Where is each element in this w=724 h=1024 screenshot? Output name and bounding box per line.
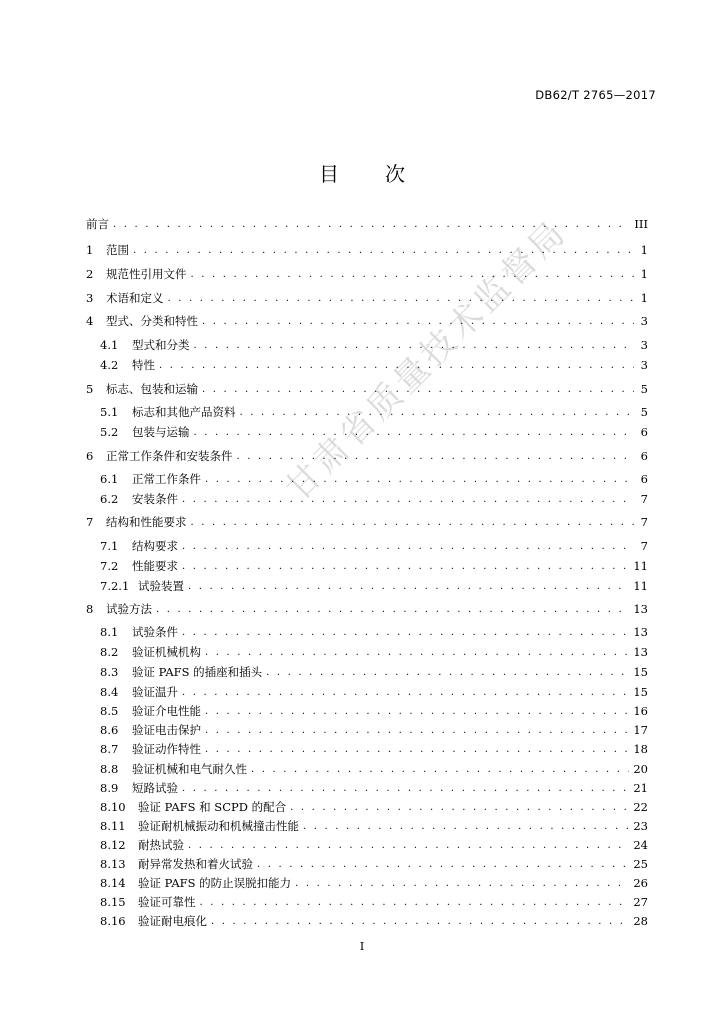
toc-entry-label: 试验条件 [132, 625, 178, 639]
toc-entry-number: 4.2 [100, 358, 119, 372]
toc-entry-number: 7.1 [100, 539, 119, 553]
toc-entry-number: 8.4 [100, 685, 119, 699]
toc-entry-label: 安装条件 [132, 492, 178, 506]
toc-entry-page: 7 [640, 539, 648, 553]
toc-entry[interactable] [100, 856, 648, 872]
toc-entry-page: 16 [633, 704, 648, 718]
toc-entry[interactable] [100, 491, 648, 507]
toc-leader-dots [205, 473, 634, 487]
toc-entry-page: 21 [633, 781, 648, 795]
toc-entry[interactable] [100, 424, 648, 440]
toc-entry-label: 验证 PAFS 的防止误脱扣能力 [138, 876, 292, 890]
toc-entry[interactable] [86, 313, 648, 329]
toc-entry-page: 6 [640, 425, 648, 439]
toc-entry-label: 验证机械机构 [132, 645, 201, 659]
toc-entry-number: 5.1 [100, 405, 119, 419]
toc-entry-number: 8.14 [100, 876, 126, 890]
toc-entry[interactable] [100, 837, 648, 853]
toc-entry[interactable] [100, 578, 648, 594]
toc-entry-number: 8.1 [100, 625, 119, 639]
toc-leader-dots [159, 359, 634, 373]
toc-leader-dots [113, 218, 630, 232]
toc-entry-label: 验证 PAFS 的插座和插头 [132, 665, 263, 679]
toc-entry-number: 8.8 [100, 762, 119, 776]
toc-title [0, 158, 724, 187]
toc-entry-number: 3 [86, 291, 94, 305]
toc-entry-number: 8.13 [100, 857, 126, 871]
toc-entry-label: 短路试验 [132, 781, 178, 795]
toc-entry-number: 4 [86, 314, 94, 328]
toc-entry-page: 1 [640, 291, 648, 305]
toc-title-part2: 次 [385, 162, 405, 186]
toc-entry-label: 结构要求 [132, 539, 178, 553]
watermark: 甘肃省质量技术监督局 [278, 211, 576, 509]
toc-leader-dots [194, 339, 635, 353]
toc-entry-number: 1 [86, 243, 94, 257]
toc-entry[interactable] [100, 761, 648, 777]
document-code: DB62/T 2765—2017 [535, 88, 656, 102]
toc-entry-number: 7.2.1 [100, 579, 130, 593]
toc-entry[interactable] [100, 664, 648, 680]
toc-entry-number: 8.6 [100, 723, 119, 737]
toc-leader-dots [290, 801, 629, 815]
toc-entry[interactable] [100, 404, 648, 420]
toc-leader-dots [202, 315, 634, 329]
toc-leader-dots [266, 666, 629, 680]
toc-entry[interactable] [100, 703, 648, 719]
toc-entry[interactable] [86, 290, 648, 306]
toc-entry-page: 11 [633, 579, 648, 593]
toc-entry-label: 规范性引用文件 [106, 267, 187, 281]
toc-entry[interactable] [100, 722, 648, 738]
toc-entry[interactable] [86, 601, 648, 617]
toc-entry-page: 11 [633, 559, 648, 573]
toc-leader-dots [182, 686, 629, 700]
toc-entry-number: 5.2 [100, 425, 119, 439]
toc-leader-dots [182, 540, 634, 554]
toc-entry-number: 8 [86, 602, 94, 616]
toc-entry-label: 性能要求 [132, 559, 178, 573]
toc-entry-page: 13 [633, 625, 648, 639]
toc-entry-page: III [634, 217, 648, 231]
toc-entry-label: 型式和分类 [132, 338, 190, 352]
toc-entry[interactable] [100, 818, 648, 834]
toc-entry-number: 6.2 [100, 492, 119, 506]
toc-entry-number: 8.16 [100, 914, 126, 928]
toc-entry-label: 术语和定义 [106, 291, 164, 305]
toc-entry-page: 7 [640, 515, 648, 529]
toc-entry-number: 8.2 [100, 645, 119, 659]
toc-entry[interactable] [100, 780, 648, 796]
toc-entry-label: 结构和性能要求 [106, 515, 187, 529]
toc-leader-dots [211, 915, 629, 929]
toc-leader-dots [205, 724, 629, 738]
toc-leader-dots [303, 820, 629, 834]
toc-entry-page: 22 [633, 800, 648, 814]
toc-entry-label: 正常工作条件和安装条件 [106, 449, 233, 463]
toc-entry[interactable] [100, 875, 648, 891]
toc-entry-label: 验证 PAFS 和 SCPD 的配合 [138, 800, 287, 814]
toc-leader-dots [257, 858, 629, 872]
toc-entry-page: 28 [633, 914, 648, 928]
toc-entry-label: 试验装置 [138, 579, 184, 593]
toc-entry-page: 15 [633, 685, 648, 699]
toc-leader-dots [182, 626, 629, 640]
toc-entry-page: 6 [640, 449, 648, 463]
toc-entry-number: 7 [86, 515, 94, 529]
toc-entry-number: 8.11 [100, 819, 126, 833]
toc-entry[interactable] [100, 799, 648, 815]
toc-entry-number: 6.1 [100, 472, 119, 486]
toc-entry-page: 1 [640, 243, 648, 257]
toc-entry-label: 验证耐机械振动和机械撞击性能 [138, 819, 299, 833]
toc-leader-dots [237, 450, 635, 464]
toc-entry-number: 8.12 [100, 838, 126, 852]
toc-title-part1: 目 [319, 162, 339, 186]
toc-entry[interactable] [86, 242, 648, 258]
toc-entry[interactable] [100, 644, 648, 660]
toc-entry-page: 15 [633, 665, 648, 679]
toc-entry[interactable] [100, 894, 648, 910]
toc-leader-dots [205, 705, 629, 719]
toc-entry-page: 27 [633, 895, 648, 909]
toc-entry[interactable] [86, 216, 648, 232]
toc-entry-number: 5 [86, 382, 94, 396]
toc-entry-number: 4.1 [100, 338, 119, 352]
toc-entry-page: 23 [633, 819, 648, 833]
toc-leader-dots [202, 383, 634, 397]
toc-entry[interactable] [100, 558, 648, 574]
toc-entry-label: 验证可靠性 [138, 895, 196, 909]
toc-leader-dots [168, 292, 635, 306]
toc-entry[interactable] [86, 381, 648, 397]
toc-leader-dots [251, 763, 629, 777]
toc-entry-label: 验证温升 [132, 685, 178, 699]
toc-entry-number: 8.5 [100, 704, 119, 718]
toc-entry-number: 8.15 [100, 895, 126, 909]
toc-entry-label: 标志和其他产品资料 [132, 405, 236, 419]
toc-entry-number: 6 [86, 449, 94, 463]
toc-leader-dots [205, 646, 629, 660]
toc-entry[interactable] [86, 266, 648, 282]
toc-entry-label: 耐热试验 [138, 838, 184, 852]
toc-entry-page: 1 [640, 267, 648, 281]
toc-leader-dots [156, 603, 629, 617]
toc-entry-label: 验证介电性能 [132, 704, 201, 718]
toc-entry[interactable] [100, 471, 648, 487]
toc-entry[interactable] [100, 337, 648, 353]
toc-entry-number: 2 [86, 267, 94, 281]
toc-entry-label: 试验方法 [106, 602, 152, 616]
toc-entry-label: 耐异常发热和着火试验 [138, 857, 253, 871]
toc-leader-dots [188, 839, 629, 853]
toc-leader-dots [240, 406, 635, 420]
toc-entry-label: 标志、包装和运输 [106, 382, 198, 396]
toc-entry-page: 5 [640, 405, 648, 419]
toc-entry[interactable] [100, 684, 648, 700]
toc-leader-dots [191, 516, 635, 530]
toc-entry-page: 7 [640, 492, 648, 506]
toc-leader-dots [295, 877, 629, 891]
toc-entry[interactable] [100, 357, 648, 373]
toc-entry-number: 8.9 [100, 781, 119, 795]
toc-leader-dots [133, 244, 634, 258]
toc-leader-dots [205, 743, 629, 757]
toc-entry[interactable] [86, 514, 648, 530]
toc-entry-label: 型式、分类和特性 [106, 314, 198, 328]
toc-entry-label: 范围 [106, 243, 129, 257]
toc-entry-label: 特性 [132, 358, 155, 372]
toc-entry[interactable] [100, 913, 648, 929]
toc-leader-dots [188, 580, 629, 594]
toc-leader-dots [182, 493, 634, 507]
toc-entry-page: 6 [640, 472, 648, 486]
toc-entry-page: 3 [640, 358, 648, 372]
toc-entry-label: 验证电击保护 [132, 723, 201, 737]
toc-entry-page: 25 [633, 857, 648, 871]
toc-entry-label: 前言 [86, 217, 109, 231]
toc-leader-dots [191, 268, 635, 282]
toc-entry-page: 5 [640, 382, 648, 396]
toc-entry-label: 验证机械和电气耐久性 [132, 762, 247, 776]
toc-leader-dots [200, 896, 630, 910]
toc-leader-dots [182, 782, 629, 796]
toc-entry-number: 8.10 [100, 800, 126, 814]
toc-entry-page: 3 [640, 338, 648, 352]
toc-entry-number: 8.7 [100, 742, 119, 756]
toc-entry-number: 8.3 [100, 665, 119, 679]
toc-entry-label: 包装与运输 [132, 425, 190, 439]
page-number: I [359, 940, 365, 953]
toc-entry-page: 26 [633, 876, 648, 890]
toc-entry-page: 17 [633, 723, 648, 737]
toc-entry-number: 7.2 [100, 559, 119, 573]
toc-leader-dots [182, 560, 629, 574]
toc-entry[interactable] [100, 624, 648, 640]
toc-entry-label: 验证耐电痕化 [138, 914, 207, 928]
toc-entry-page: 3 [640, 314, 648, 328]
toc-entry[interactable] [86, 448, 648, 464]
toc-entry-page: 24 [633, 838, 648, 852]
toc-entry-label: 正常工作条件 [132, 472, 201, 486]
toc-entry-page: 13 [633, 602, 648, 616]
toc-entry-page: 18 [633, 742, 648, 756]
toc-leader-dots [194, 426, 635, 440]
toc-entry-page: 20 [633, 762, 648, 776]
toc-entry[interactable] [100, 741, 648, 757]
toc-entry-label: 验证动作特性 [132, 742, 201, 756]
toc-entry-page: 13 [633, 645, 648, 659]
toc-entry[interactable] [100, 538, 648, 554]
